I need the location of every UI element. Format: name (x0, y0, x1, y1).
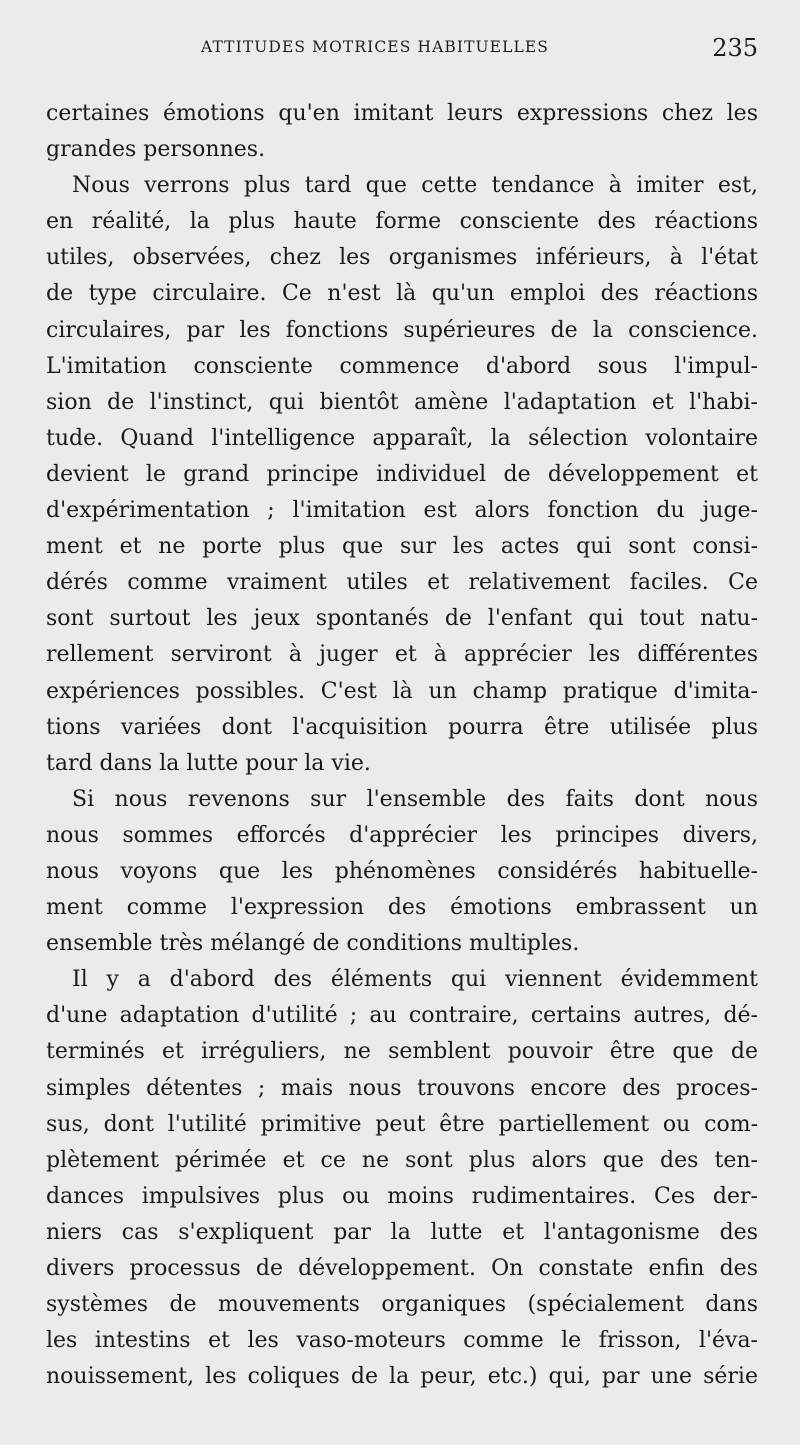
text-line: terminés et irréguliers, ne semblent pouvoir être que de (46, 1039, 758, 1065)
text-line: nous voyons que les phénomènes considérés habituelle- (46, 858, 758, 884)
running-head (46, 34, 758, 66)
text-line: d'expérimentation ; l'imitation est alors fonction du juge- (46, 498, 758, 524)
text-line: systèmes de mouvements organiques (spécialement dans (46, 1292, 758, 1318)
text-line: divers processus de développement. On constate enfin des (46, 1256, 758, 1281)
text-line: les intestins et les vaso-moteurs comme le frisson, l'éva- (46, 1328, 758, 1354)
body-text (46, 96, 758, 1395)
text-line: L'imitation consciente commence d'abord sous l'impul- (46, 353, 758, 379)
text-line: ment et ne porte plus que sur les actes qui sont consi- (46, 534, 758, 560)
text-line: sus, dont l'utilité primitive peut être partiellement ou com- (46, 1111, 758, 1137)
text-line: sion de l'instinct, qui bientôt amène l'adaptation et l'habi- (46, 389, 758, 415)
text-line: simples détentes ; mais nous trouvons encore des proces- (46, 1075, 758, 1101)
paragraph-elements (46, 962, 758, 1395)
text-line: circulaires, par les fonctions supérieures de la conscience. (46, 317, 758, 343)
text-line: ensemble très mélangé de conditions multiples. (46, 931, 580, 957)
text-line: tude. Quand l'intelligence apparaît, la sélection volontaire (46, 425, 758, 451)
text-line: dérés comme vraiment utiles et relativement faciles. Ce (46, 570, 758, 596)
paragraph-continuation (46, 96, 758, 168)
text-line: nouissement, les coliques de la peur, etc.) qui, par une série (46, 1364, 758, 1390)
text-line: tions variées dont l'acquisition pourra être utilisée plus (46, 714, 758, 740)
text-line: expériences possibles. C'est là un champ pratique d'imita- (46, 678, 758, 704)
paragraph-ensemble (46, 782, 758, 962)
text-line: d'une adaptation d'utilité ; au contraire, certains autres, dé- (46, 1003, 758, 1029)
text-line: de type circulaire. Ce n'est là qu'un emploi des réactions (46, 281, 758, 307)
text-line: Si nous revenons sur l'ensemble des faits dont nous (72, 786, 758, 812)
text-line: devient le grand principe individuel de développement et (46, 461, 758, 487)
text-line: sont surtout les jeux spontanés de l'enfant qui tout natu- (46, 606, 758, 632)
text-line: plètement périmée et ce ne sont plus alors que des ten- (46, 1147, 758, 1173)
text-line: Nous verrons plus tard que cette tendance à imiter est, (72, 173, 758, 199)
text-line: nous sommes efforcés d'apprécier les principes divers, (46, 822, 758, 848)
text-line: ment comme l'expression des émotions embrassent un (46, 895, 758, 921)
text-line: grandes personnes. (46, 137, 266, 163)
text-line: Il y a d'abord des éléments qui viennent évidemment (72, 967, 758, 993)
text-line: dances impulsives plus ou moins rudimentaires. Ces der- (46, 1183, 758, 1209)
running-title: ATTITUDES MOTRICES HABITUELLES (201, 38, 550, 56)
text-line: en réalité, la plus haute forme consciente des réactions (46, 209, 758, 235)
text-line: tard dans la lutte pour la vie. (46, 750, 371, 776)
text-line: niers cas s'expliquent par la lutte et l'antagonisme des (46, 1219, 758, 1245)
text-line: utiles, observées, chez les organismes inférieurs, à l'état (46, 245, 758, 271)
text-line: certaines émotions qu'en imitant leurs expressions chez les (46, 101, 758, 126)
text-line: rellement serviront à juger et à apprécier les différentes (46, 642, 758, 668)
page-number: 235 (712, 34, 758, 62)
paragraph-imitation (46, 168, 758, 782)
